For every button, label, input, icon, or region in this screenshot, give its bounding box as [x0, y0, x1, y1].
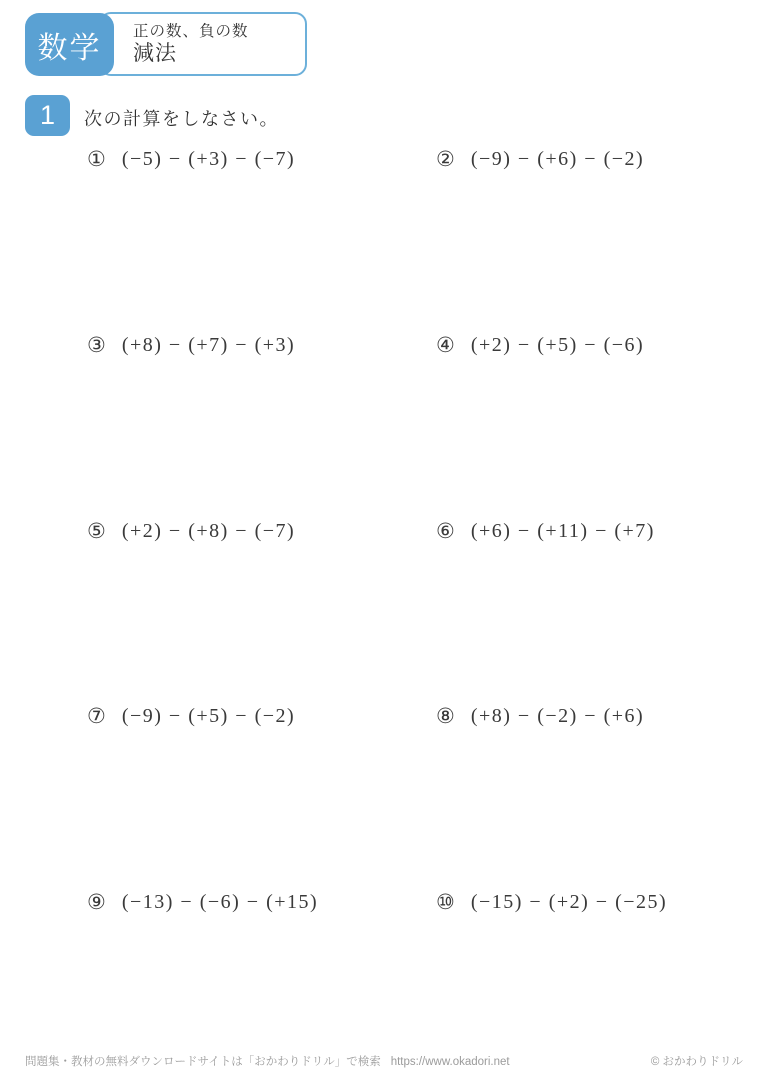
subject-badge [25, 13, 114, 76]
problem-item-2 [436, 147, 644, 172]
footer-url: https://www.okadori.net [390, 1056, 510, 1068]
problem-item-9 [87, 890, 318, 915]
problem-number: ⑩ [436, 890, 455, 914]
subject-label: 数学 [37, 31, 102, 65]
problem-number: ⑤ [87, 519, 106, 543]
problem-item-4 [436, 333, 644, 358]
problem-number: ⑥ [436, 519, 455, 543]
task-instruction: 次の計算をしなさい。 [84, 109, 279, 129]
problem-item-3 [87, 333, 295, 358]
problem-number: ⑧ [436, 704, 455, 728]
task-number: 1 [39, 100, 56, 130]
footer-note-text: 問題集・教材の無料ダウンロードサイトは「おかわりドリル」で検索 [25, 1056, 381, 1068]
unit-name: 正の数、負の数 [133, 23, 249, 40]
footer-copyright: © おかわりドリル [650, 1056, 743, 1068]
problem-expression: (+8) − (+7) − (+3) [121, 334, 296, 356]
problem-number: ③ [87, 333, 106, 357]
unit-title-box [99, 12, 307, 76]
task-number-badge [25, 95, 70, 136]
problem-item-7 [87, 704, 295, 729]
topic-label: 減法 [133, 42, 177, 66]
problem-expression: (−9) − (+6) − (−2) [470, 148, 645, 170]
problem-expression: (−9) − (+5) − (−2) [121, 705, 296, 727]
problem-expression: (+6) − (+11) − (+7) [470, 520, 655, 542]
problem-item-6 [436, 519, 655, 544]
problem-expression: (+8) − (−2) − (+6) [470, 705, 645, 727]
problem-number: ⑨ [87, 890, 106, 914]
problem-item-1 [87, 147, 295, 172]
problem-number: ② [436, 147, 455, 171]
problem-expression: (−15) − (+2) − (−25) [470, 891, 668, 913]
problem-expression: (−5) − (+3) − (−7) [121, 148, 296, 170]
problem-expression: (+2) − (+8) − (−7) [121, 520, 296, 542]
footer-note [25, 1053, 520, 1069]
problem-number: ④ [436, 333, 455, 357]
problem-number: ⑦ [87, 704, 106, 728]
problem-number: ① [87, 147, 106, 171]
problem-expression: (−13) − (−6) − (+15) [121, 891, 319, 913]
footer [25, 1053, 743, 1069]
problem-item-10 [436, 890, 667, 915]
problem-item-8 [436, 704, 644, 729]
problem-item-5 [87, 519, 295, 544]
problem-expression: (+2) − (+5) − (−6) [470, 334, 645, 356]
